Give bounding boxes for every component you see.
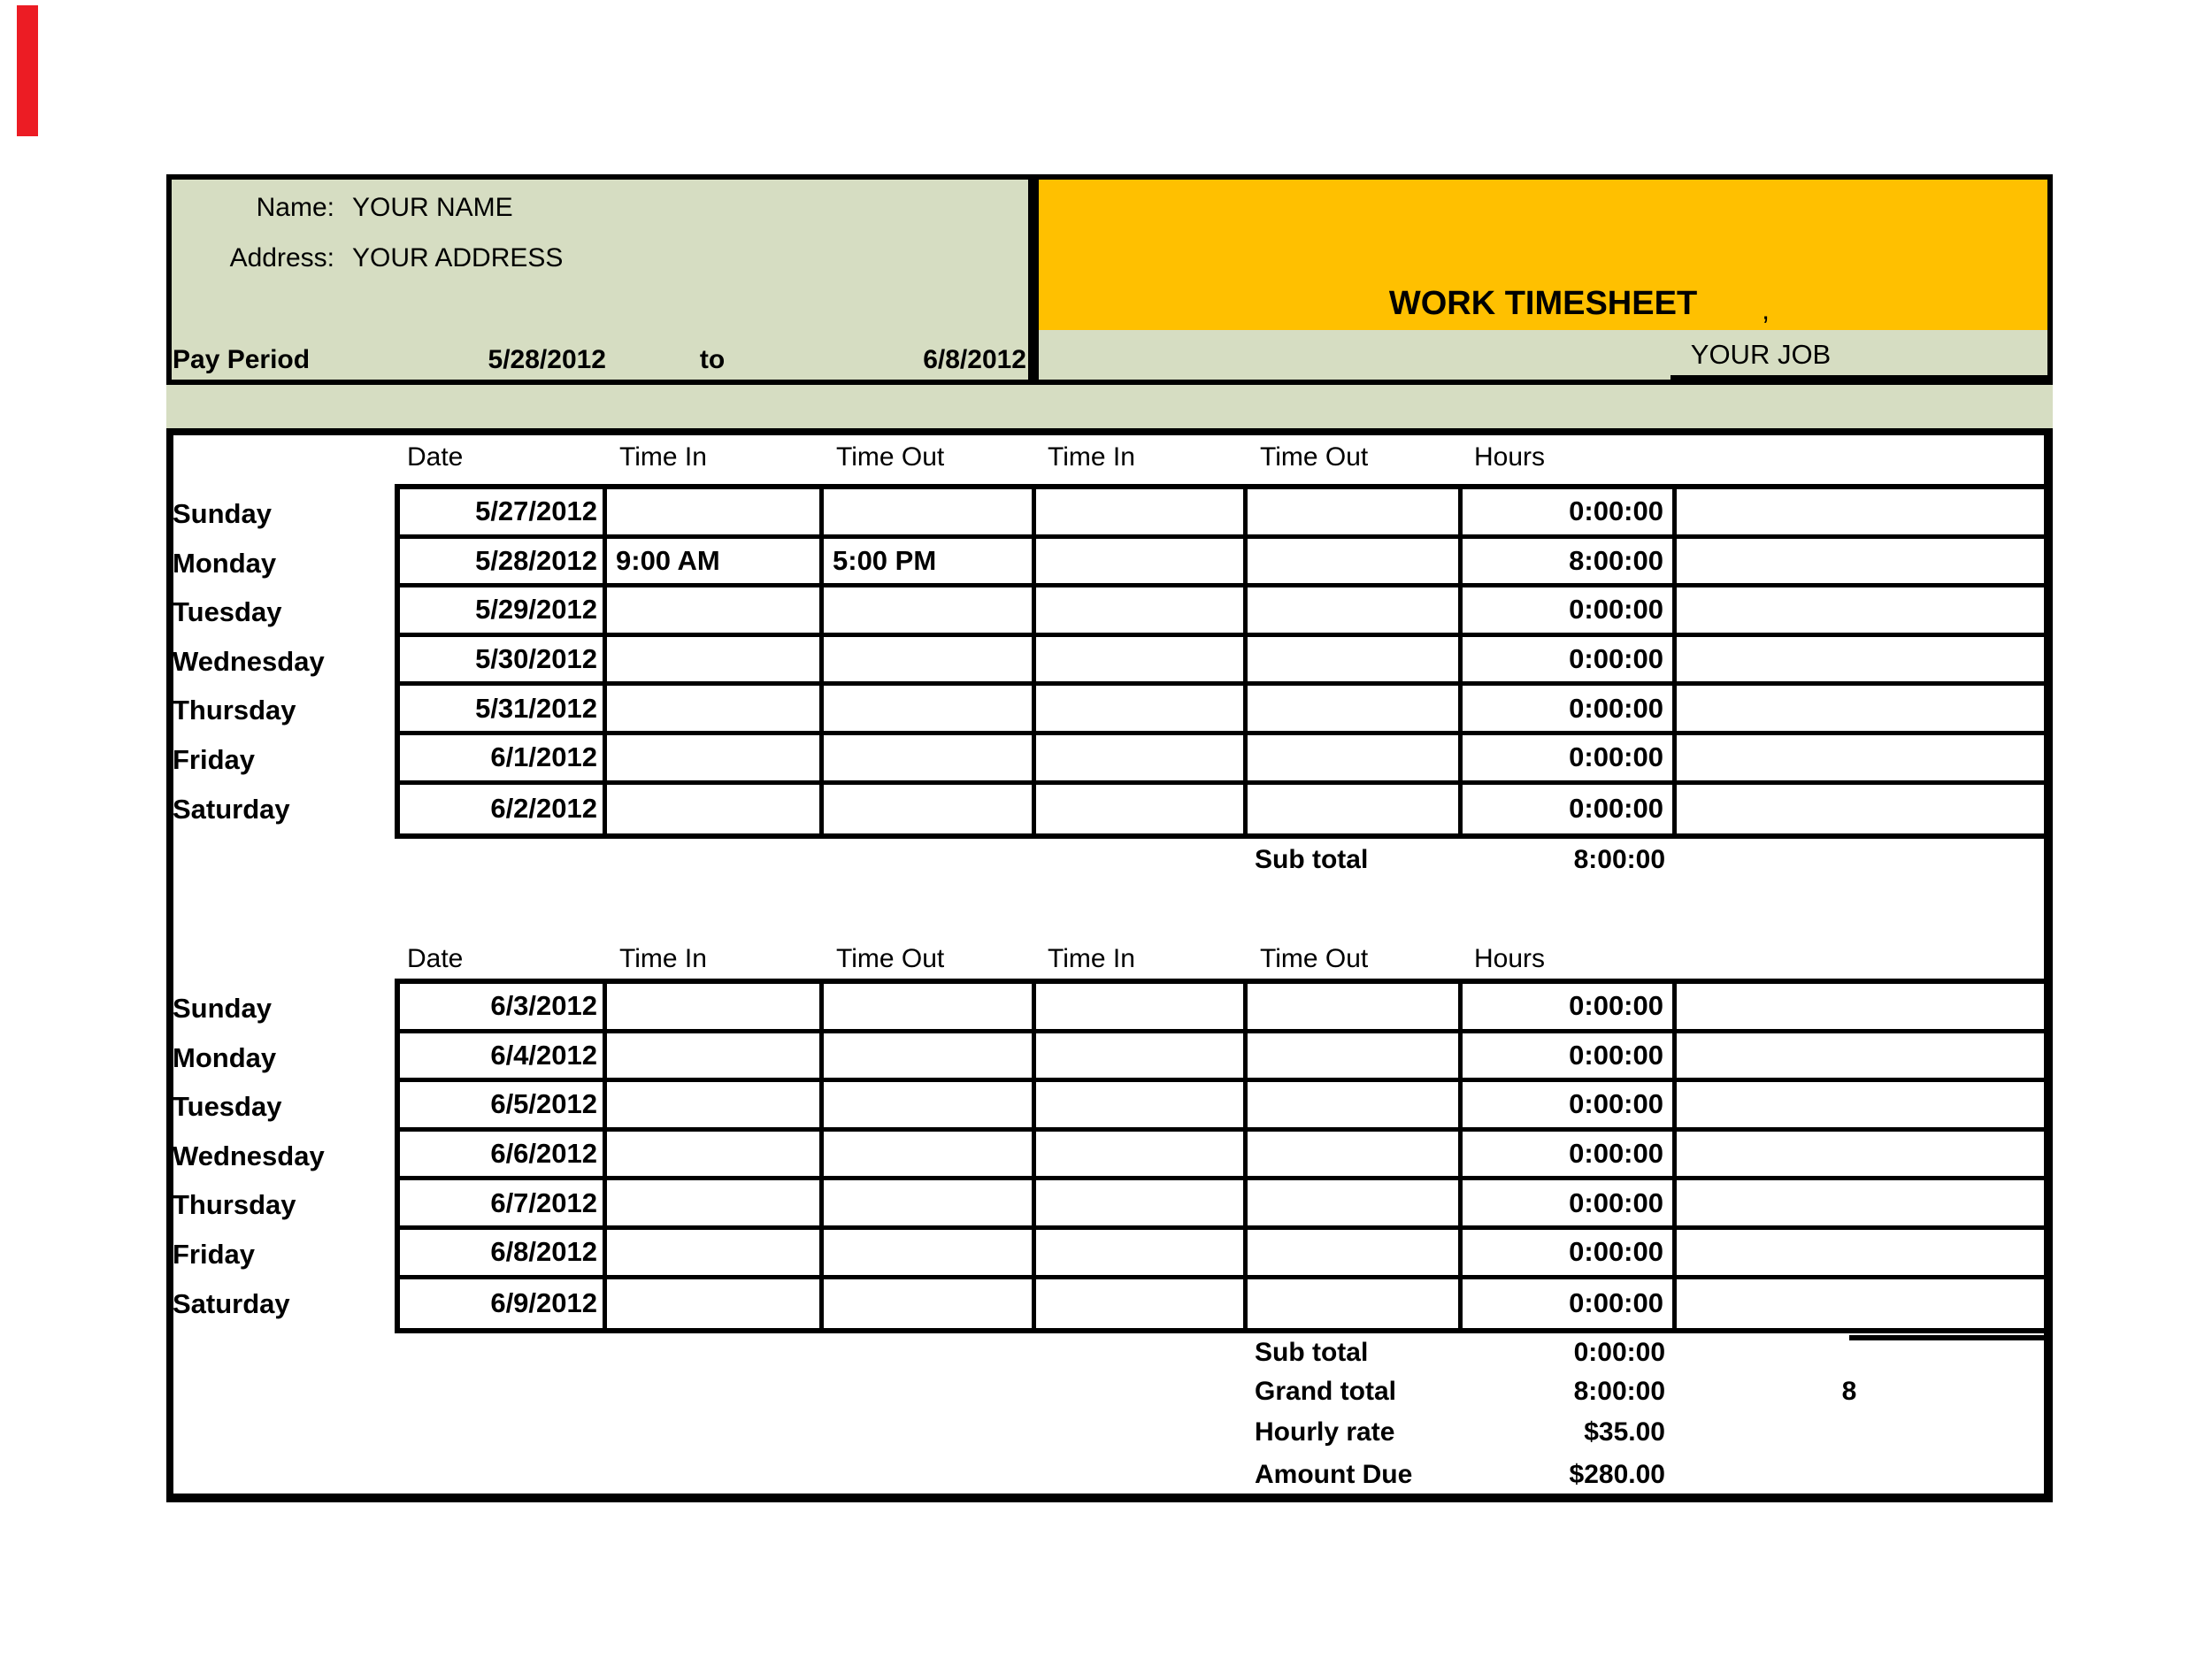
date-cell: 6/3/2012 bbox=[400, 984, 607, 1029]
hours-cell: 0:00:00 bbox=[1463, 1180, 1677, 1225]
hours-cell: 0:00:00 bbox=[1463, 735, 1677, 780]
day-label: Sunday bbox=[173, 498, 272, 529]
day-label: Saturday bbox=[173, 793, 290, 825]
time-in-cell bbox=[607, 686, 824, 731]
time-out-cell bbox=[1248, 785, 1463, 834]
table-row bbox=[400, 489, 2044, 539]
time-out-cell bbox=[1248, 587, 1463, 633]
time-in-cell bbox=[1036, 587, 1248, 633]
time-out-cell bbox=[1248, 539, 1463, 584]
day-label: Monday bbox=[173, 1041, 277, 1073]
table-row bbox=[400, 686, 2044, 735]
time-out-cell bbox=[824, 686, 1036, 731]
col-header-hours-2: Hours bbox=[1474, 944, 1546, 973]
time-out-cell bbox=[1248, 1082, 1463, 1127]
hours-cell: 0:00:00 bbox=[1463, 1279, 1677, 1329]
table-row bbox=[400, 637, 2044, 687]
col-header-time-out-2a: Time Out bbox=[836, 944, 945, 973]
time-out-cell bbox=[824, 785, 1036, 834]
time-in-cell bbox=[1036, 785, 1248, 834]
stray-tick-mark: ’ bbox=[1763, 311, 1770, 342]
time-out-cell bbox=[824, 1180, 1036, 1225]
day-label: Thursday bbox=[173, 695, 296, 726]
day-label: Wednesday bbox=[173, 1140, 325, 1171]
grand-total-label: Grand total bbox=[1255, 1377, 1397, 1406]
table-row bbox=[400, 1082, 2044, 1132]
hours-cell: 0:00:00 bbox=[1463, 686, 1677, 731]
extra-cell bbox=[1677, 1033, 2044, 1079]
time-out-cell bbox=[1248, 735, 1463, 780]
time-in-cell bbox=[1036, 984, 1248, 1029]
day-label: Monday bbox=[173, 547, 277, 579]
week2-subtotal-label: Sub total bbox=[1255, 1338, 1369, 1367]
day-label: Sunday bbox=[173, 993, 272, 1024]
time-out-cell bbox=[1248, 1132, 1463, 1177]
time-out-cell bbox=[1248, 984, 1463, 1029]
time-out-cell bbox=[1248, 637, 1463, 682]
time-out-cell bbox=[824, 587, 1036, 633]
extra-cell bbox=[1677, 489, 2044, 534]
time-in-cell bbox=[607, 1279, 824, 1329]
day-label: Wednesday bbox=[173, 645, 325, 677]
date-cell: 6/4/2012 bbox=[400, 1033, 607, 1079]
hours-cell: 0:00:00 bbox=[1463, 1230, 1677, 1275]
date-cell: 5/27/2012 bbox=[400, 489, 607, 534]
time-in-cell bbox=[607, 1033, 824, 1079]
red-corner-marker bbox=[17, 5, 38, 136]
time-in-cell: 9:00 AM bbox=[607, 539, 824, 584]
extra-cell bbox=[1677, 1230, 2044, 1275]
table-row bbox=[400, 1230, 2044, 1279]
time-in-cell bbox=[607, 1082, 824, 1127]
hours-cell: 0:00:00 bbox=[1463, 489, 1677, 534]
time-in-cell bbox=[1036, 735, 1248, 780]
pay-period-start-date: 5/28/2012 bbox=[488, 345, 606, 374]
amount-due-label: Amount Due bbox=[1255, 1460, 1413, 1489]
extra-cell bbox=[1677, 539, 2044, 584]
address-label: Address: bbox=[229, 243, 334, 273]
day-label: Tuesday bbox=[173, 596, 282, 628]
col-header-hours-1: Hours bbox=[1474, 442, 1546, 472]
time-out-cell bbox=[1248, 1180, 1463, 1225]
table-row bbox=[400, 1033, 2044, 1083]
time-out-cell bbox=[824, 1132, 1036, 1177]
day-label: Tuesday bbox=[173, 1091, 282, 1123]
date-cell: 6/2/2012 bbox=[400, 785, 607, 834]
extra-cell bbox=[1677, 686, 2044, 731]
hours-cell: 0:00:00 bbox=[1463, 1033, 1677, 1079]
day-label: Saturday bbox=[173, 1287, 290, 1319]
col-header-time-out-1a: Time Out bbox=[836, 442, 945, 472]
date-cell: 5/30/2012 bbox=[400, 637, 607, 682]
hourly-rate-label: Hourly rate bbox=[1255, 1417, 1395, 1447]
day-label: Friday bbox=[173, 744, 256, 775]
col-header-time-out-1b: Time Out bbox=[1260, 442, 1369, 472]
table-row bbox=[400, 1132, 2044, 1181]
extra-cell bbox=[1677, 1082, 2044, 1127]
job-title: YOUR JOB bbox=[1690, 339, 1832, 370]
col-header-time-in-1b: Time In bbox=[1048, 442, 1135, 472]
time-in-cell bbox=[607, 637, 824, 682]
col-header-time-out-2b: Time Out bbox=[1260, 944, 1369, 973]
date-cell: 6/7/2012 bbox=[400, 1180, 607, 1225]
address-value: YOUR ADDRESS bbox=[352, 243, 564, 273]
extra-cell bbox=[1677, 1180, 2044, 1225]
grand-total-value: 8:00:00 bbox=[1573, 1377, 1665, 1406]
pay-period-end-date: 6/8/2012 bbox=[923, 345, 1026, 374]
date-cell: 6/9/2012 bbox=[400, 1279, 607, 1329]
date-cell: 6/5/2012 bbox=[400, 1082, 607, 1127]
time-in-cell bbox=[607, 1180, 824, 1225]
time-in-cell bbox=[1036, 489, 1248, 534]
extra-cell bbox=[1677, 735, 2044, 780]
time-out-cell bbox=[824, 735, 1036, 780]
date-cell: 5/31/2012 bbox=[400, 686, 607, 731]
hours-cell: 0:00:00 bbox=[1463, 637, 1677, 682]
time-out-cell bbox=[824, 637, 1036, 682]
time-in-cell bbox=[607, 984, 824, 1029]
date-cell: 5/28/2012 bbox=[400, 539, 607, 584]
table-row bbox=[400, 735, 2044, 785]
week1-grid bbox=[395, 484, 2049, 839]
day-label: Friday bbox=[173, 1239, 256, 1270]
pay-period-label: Pay Period bbox=[173, 345, 311, 374]
page-title: WORK TIMESHEET bbox=[1388, 285, 1698, 322]
header-green-strip bbox=[166, 385, 2053, 428]
extra-cell bbox=[1677, 587, 2044, 633]
time-in-cell bbox=[1036, 1230, 1248, 1275]
time-out-cell bbox=[1248, 686, 1463, 731]
week1-subtotal-value: 8:00:00 bbox=[1573, 845, 1665, 874]
time-in-cell bbox=[1036, 539, 1248, 584]
extra-cell bbox=[1677, 1132, 2044, 1177]
extra-cell bbox=[1677, 1279, 2044, 1329]
time-out-cell bbox=[824, 1279, 1036, 1329]
time-out-cell bbox=[1248, 1279, 1463, 1329]
time-out-cell bbox=[824, 489, 1036, 534]
time-out-cell bbox=[1248, 1033, 1463, 1079]
table-row bbox=[400, 1180, 2044, 1230]
time-in-cell bbox=[1036, 1180, 1248, 1225]
time-out-cell bbox=[824, 1230, 1036, 1275]
time-in-cell bbox=[607, 489, 824, 534]
time-out-cell bbox=[1248, 1230, 1463, 1275]
time-in-cell bbox=[1036, 1082, 1248, 1127]
table-row bbox=[400, 587, 2044, 637]
col-header-date-2: Date bbox=[407, 944, 464, 973]
table-row bbox=[400, 539, 2044, 588]
grand-total-decimal-hours: 8 bbox=[1841, 1377, 1857, 1406]
col-header-time-in-2b: Time In bbox=[1048, 944, 1135, 973]
col-header-time-in-1a: Time In bbox=[619, 442, 707, 472]
hours-cell: 8:00:00 bbox=[1463, 539, 1677, 584]
date-cell: 5/29/2012 bbox=[400, 587, 607, 633]
time-in-cell bbox=[1036, 1279, 1248, 1329]
date-cell: 6/8/2012 bbox=[400, 1230, 607, 1275]
time-out-cell bbox=[824, 984, 1036, 1029]
name-label: Name: bbox=[256, 193, 334, 222]
week2-subtotal-value: 0:00:00 bbox=[1573, 1338, 1665, 1367]
time-in-cell bbox=[607, 587, 824, 633]
time-in-cell bbox=[607, 1230, 824, 1275]
time-in-cell bbox=[1036, 1132, 1248, 1177]
col-header-date-1: Date bbox=[407, 442, 464, 472]
name-value: YOUR NAME bbox=[352, 193, 513, 222]
table-row bbox=[400, 785, 2044, 834]
date-cell: 6/1/2012 bbox=[400, 735, 607, 780]
date-cell: 6/6/2012 bbox=[400, 1132, 607, 1177]
time-in-cell bbox=[1036, 1033, 1248, 1079]
time-out-cell bbox=[824, 1033, 1036, 1079]
time-in-cell bbox=[607, 1132, 824, 1177]
table-row bbox=[400, 984, 2044, 1033]
time-in-cell bbox=[607, 785, 824, 834]
time-in-cell bbox=[1036, 686, 1248, 731]
right-cell-underline bbox=[1849, 1335, 2049, 1340]
job-underline bbox=[1671, 375, 2049, 381]
extra-cell bbox=[1677, 637, 2044, 682]
hours-cell: 0:00:00 bbox=[1463, 984, 1677, 1029]
week2-grid bbox=[395, 979, 2049, 1333]
extra-cell bbox=[1677, 984, 2044, 1029]
hours-cell: 0:00:00 bbox=[1463, 1082, 1677, 1127]
hours-cell: 0:00:00 bbox=[1463, 587, 1677, 633]
hours-cell: 0:00:00 bbox=[1463, 1132, 1677, 1177]
col-header-time-in-2a: Time In bbox=[619, 944, 707, 973]
week1-subtotal-label: Sub total bbox=[1255, 845, 1369, 874]
hourly-rate-value: $35.00 bbox=[1584, 1417, 1665, 1447]
pay-period-to-label: to bbox=[699, 345, 726, 374]
hours-cell: 0:00:00 bbox=[1463, 785, 1677, 834]
time-out-cell bbox=[824, 1082, 1036, 1127]
extra-cell bbox=[1677, 785, 2044, 834]
time-out-cell bbox=[1248, 489, 1463, 534]
table-row bbox=[400, 1279, 2044, 1329]
time-in-cell bbox=[607, 735, 824, 780]
amount-due-value: $280.00 bbox=[1569, 1460, 1665, 1489]
time-out-cell: 5:00 PM bbox=[824, 539, 1036, 584]
day-label: Thursday bbox=[173, 1189, 296, 1221]
time-in-cell bbox=[1036, 637, 1248, 682]
